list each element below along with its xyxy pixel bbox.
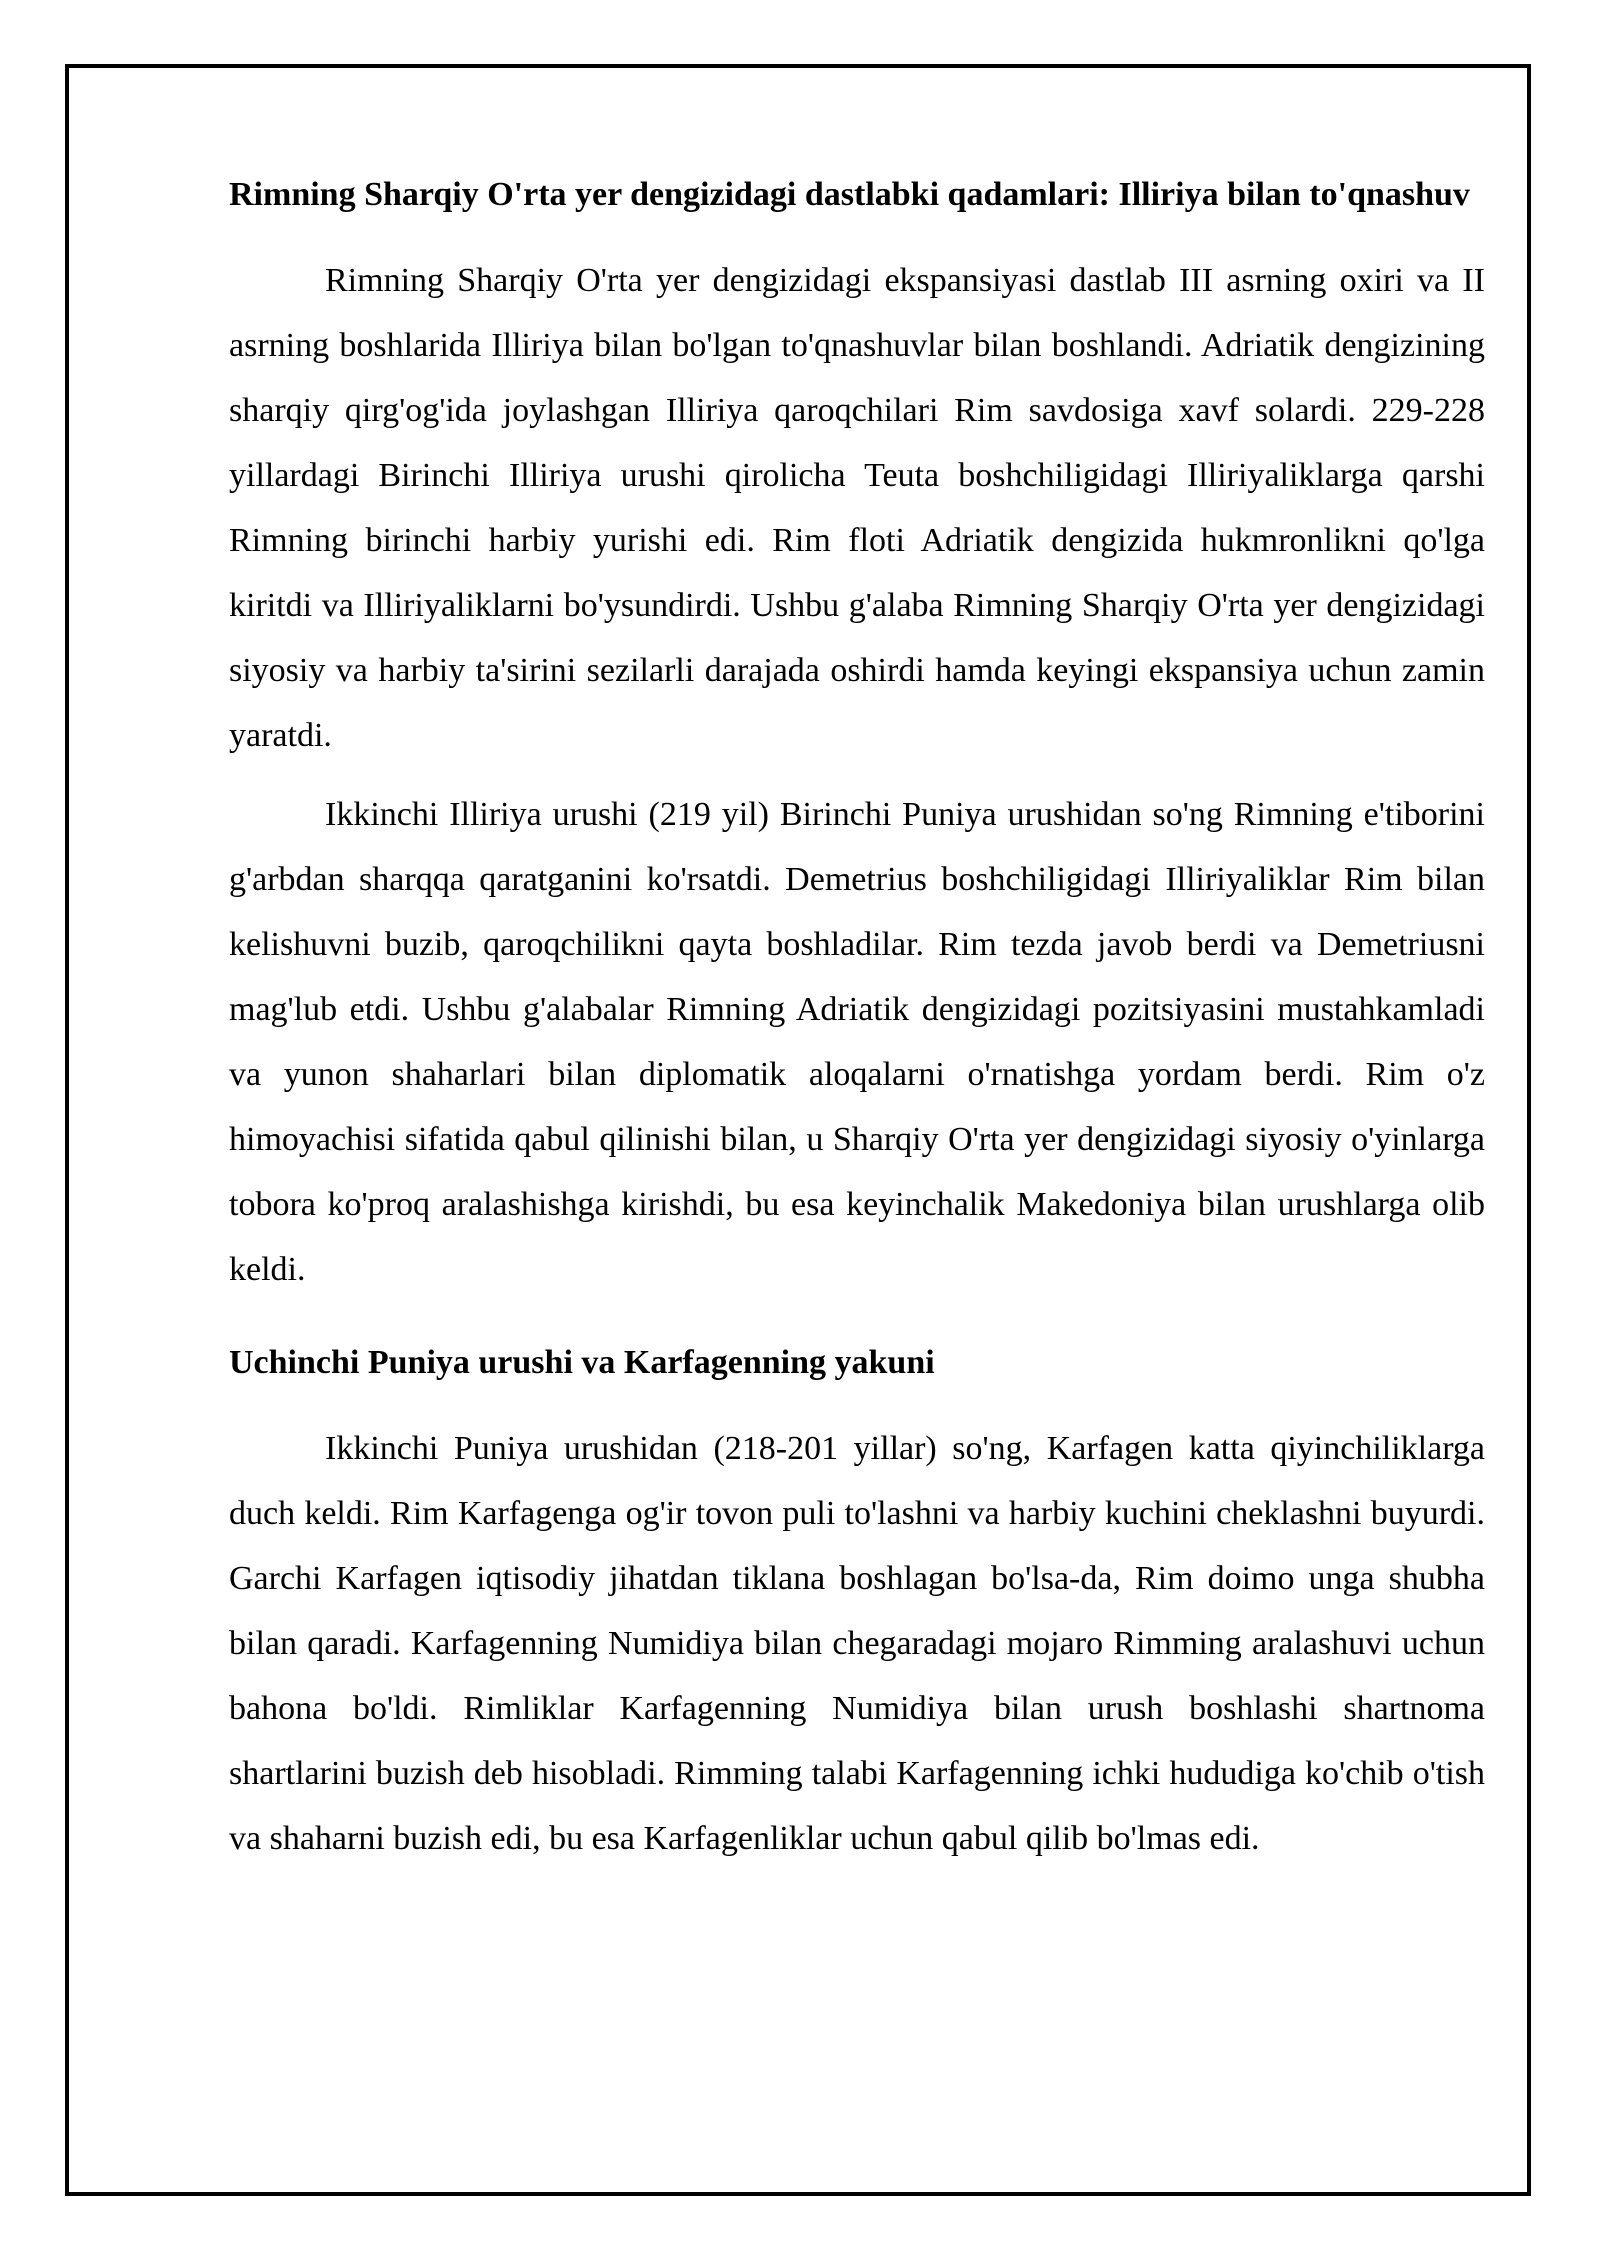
paragraph: Rimning Sharqiy O'rta yer dengizidagi ekspansiyasi dastlab III asrning oxiri va II asrning boshlarida Illiriya bilan bo'lgan to'qnashuvlar bilan boshlandi. Adriatik dengizining sharqiy qirg'og'ida joylashgan Illiriya qaroqchilari Rim savdosiga xavf solardi. 229-228 yillardagi Birinchi Illiriya urushi qirolicha Teuta boshchiligidagi Illiriyaliklarga qarshi Rimning birinchi harbiy yurishi edi. Rim floti Adriatik dengizida hukmronlikni qo'lga kiritdi va Illiriyaliklarni bo'ysundirdi. Ushbu g'alaba Rimning Sharqiy O'rta yer dengizidagi siyosiy va harbiy ta'sirini sezilarli darajada oshirdi hamda keyingi ekspansiya uchun zamin yaratdi. <box>229 262 1485 754</box>
paragraph: Ikkinchi Illiriya urushi (219 yil) Birinchi Puniya urushidan so'ng Rimning e'tiborini g'arbdan sharqqa qaratganini ko'rsatdi. Demetrius boshchiligidagi Illiriyaliklar Rim bilan kelishuvni buzib, qaroqchilikni qayta boshladilar. Rim tezda javob berdi va Demetriusni mag'lub etdi. Ushbu g'alabalar Rimning Adriatik dengizidagi pozitsiyasini mustahkamladi va yunon shaharlari bilan diplomatik aloqalarni o'rnatishga yordam berdi. Rim o'z himoyachisi sifatida qabul qilinishi bilan, u Sharqiy O'rta yer dengizidagi siyosiy o'yinlarga tobora ko'proq aralashishga kirishdi, bu esa keyinchalik Makedoniya bilan urushlarga olib keldi. <box>229 796 1485 1288</box>
paragraph: Ikkinchi Puniya urushidan (218-201 yillar) so'ng, Karfagen katta qiyinchiliklarga duch keldi. Rim Karfagenga og'ir tovon puli to'lashni va harbiy kuchini cheklashni buyurdi. Garchi Karfagen iqtisodiy jihatdan tiklana boshlagan bo'lsa-da, Rim doimo unga shubha bilan qaradi. Karfagenning Numidiya bilan chegaradagi mojaro Rimming aralashuvi uchun bahona bo'ldi. Rimliklar Karfagenning Numidiya bilan urush boshlashi shartnoma shartlarini buzish deb hisobladi. Rimming talabi Karfagenning ichki hududiga ko'chib o'tish va shaharni buzish edi, bu esa Karfagenliklar uchun qabul qilib bo'lmas edi. <box>229 1430 1485 1857</box>
section-heading: Rimning Sharqiy O'rta yer dengizidagi dastlabki qadamlari: Illiriya bilan to'qnashuv <box>229 176 1470 213</box>
section-heading: Uchinchi Puniya urushi va Karfagenning yakuni <box>229 1344 935 1381</box>
document-body <box>229 170 1485 1885</box>
